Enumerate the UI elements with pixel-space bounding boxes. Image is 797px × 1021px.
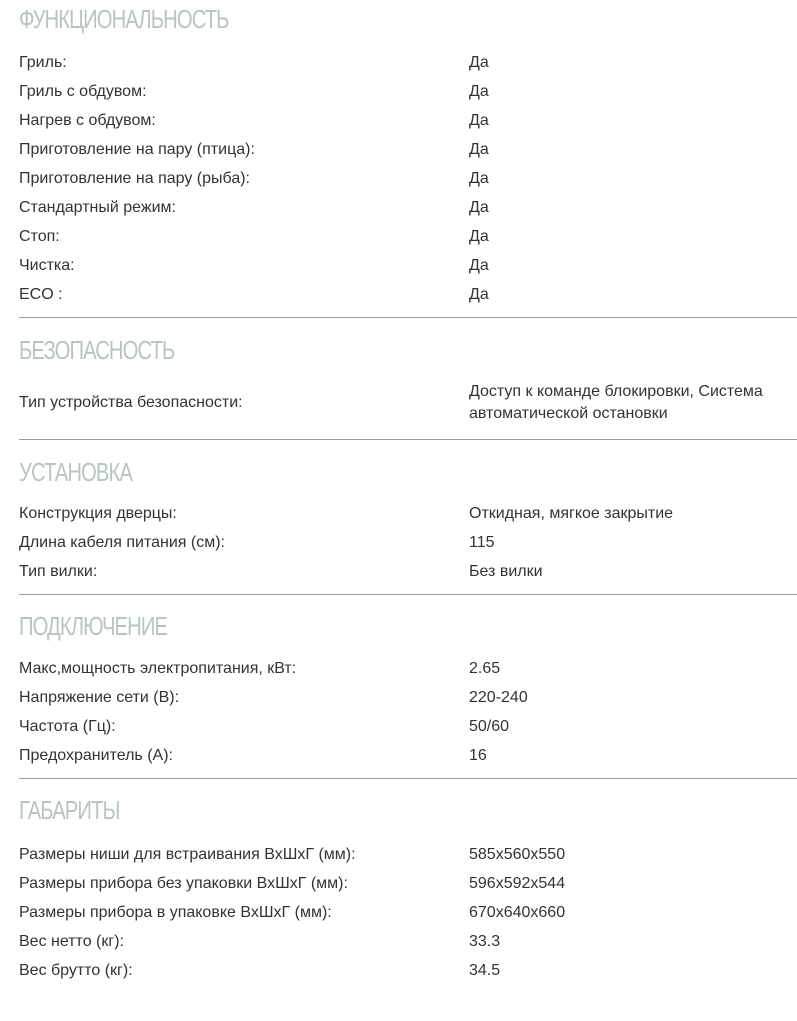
spec-value: 16 bbox=[469, 746, 487, 764]
spec-row bbox=[19, 135, 797, 164]
spec-label: ECO : bbox=[19, 285, 63, 303]
section-title-dimensions: ГАБАРИТЫ bbox=[19, 795, 120, 825]
spec-value: Да bbox=[469, 169, 489, 187]
spec-table-installation bbox=[19, 499, 797, 586]
spec-label: Гриль с обдувом: bbox=[19, 82, 147, 100]
spec-value: 585x560x550 bbox=[469, 845, 566, 863]
spec-sheet bbox=[19, 0, 797, 985]
spec-label: Напряжение сети (В): bbox=[19, 688, 180, 706]
spec-label: Размеры ниши для встраивания ВхШхГ (мм): bbox=[19, 845, 356, 863]
spec-value: Да bbox=[469, 111, 489, 129]
spec-row bbox=[19, 654, 797, 683]
spec-label: Длина кабеля питания (см): bbox=[19, 533, 225, 551]
spec-row bbox=[19, 956, 797, 985]
section-title-functionality: ФУНКЦИОНАЛЬНОСТЬ bbox=[19, 4, 229, 34]
spec-label: Стоп: bbox=[19, 227, 60, 245]
spec-label: Конструкция дверцы: bbox=[19, 504, 177, 522]
spec-label: Приготовление на пару (рыба): bbox=[19, 169, 250, 187]
spec-value: 115 bbox=[469, 533, 495, 551]
spec-label: Тип устройства безопасности: bbox=[19, 394, 243, 411]
section-connection bbox=[19, 595, 797, 779]
spec-label: Вес брутто (кг): bbox=[19, 961, 133, 979]
spec-value: Откидная, мягкое закрытие bbox=[469, 504, 674, 522]
spec-value: Да bbox=[469, 198, 489, 216]
spec-row bbox=[19, 77, 797, 106]
spec-label: Приготовление на пару (птица): bbox=[19, 140, 255, 158]
spec-value: 596x592x544 bbox=[469, 874, 566, 892]
spec-row bbox=[19, 48, 797, 77]
spec-row bbox=[19, 927, 797, 956]
spec-label: Размеры прибора без упаковки ВхШхГ (мм): bbox=[19, 874, 348, 892]
spec-row bbox=[19, 898, 797, 927]
spec-label: Стандартный режим: bbox=[19, 198, 176, 216]
spec-value: Да bbox=[469, 227, 489, 245]
spec-value: 670x640x660 bbox=[469, 903, 566, 921]
spec-row bbox=[19, 106, 797, 135]
section-installation bbox=[19, 440, 797, 595]
spec-value: 33.3 bbox=[469, 932, 501, 950]
section-safety bbox=[19, 318, 797, 440]
spec-table-dimensions bbox=[19, 840, 797, 985]
spec-value: Да bbox=[469, 53, 489, 71]
spec-table-safety bbox=[19, 377, 797, 429]
spec-value: Доступ к команде блокировки, Система автоматической остановки bbox=[469, 383, 763, 422]
spec-row bbox=[19, 499, 797, 528]
spec-row bbox=[19, 377, 797, 429]
spec-label: Чистка: bbox=[19, 256, 75, 274]
spec-row bbox=[19, 741, 797, 770]
spec-value: Да bbox=[469, 256, 489, 274]
spec-label: Тип вилки: bbox=[19, 562, 98, 580]
spec-row bbox=[19, 222, 797, 251]
spec-label: Размеры прибора в упаковке ВхШхГ (мм): bbox=[19, 903, 332, 921]
section-dimensions bbox=[19, 779, 797, 985]
section-title-installation: УСТАНОВКА bbox=[19, 457, 132, 487]
spec-value: 34.5 bbox=[469, 961, 501, 979]
spec-row bbox=[19, 712, 797, 741]
spec-row bbox=[19, 193, 797, 222]
spec-row bbox=[19, 840, 797, 869]
spec-table-connection bbox=[19, 654, 797, 770]
section-title-connection: ПОДКЛЮЧЕНИЕ bbox=[19, 611, 168, 641]
spec-value: 50/60 bbox=[469, 717, 510, 735]
section-title-safety: БЕЗОПАСНОСТЬ bbox=[19, 335, 175, 365]
spec-value: Да bbox=[469, 140, 489, 158]
spec-label: Гриль: bbox=[19, 53, 67, 71]
spec-row bbox=[19, 280, 797, 309]
spec-value: Без вилки bbox=[469, 562, 543, 580]
spec-row bbox=[19, 528, 797, 557]
spec-row bbox=[19, 164, 797, 193]
spec-value: 220-240 bbox=[469, 688, 528, 706]
spec-table-functionality bbox=[19, 48, 797, 309]
spec-label: Нагрев с обдувом: bbox=[19, 111, 156, 129]
spec-value: Да bbox=[469, 82, 489, 100]
spec-label: Частота (Гц): bbox=[19, 717, 116, 735]
spec-row bbox=[19, 251, 797, 280]
spec-label: Предохранитель (А): bbox=[19, 746, 173, 764]
spec-row bbox=[19, 869, 797, 898]
spec-value: Да bbox=[469, 285, 489, 303]
spec-value: 2.65 bbox=[469, 659, 501, 677]
spec-label: Макс,мощность электропитания, кВт: bbox=[19, 659, 297, 677]
spec-row bbox=[19, 683, 797, 712]
spec-row bbox=[19, 557, 797, 586]
section-functionality bbox=[19, 0, 797, 318]
spec-label: Вес нетто (кг): bbox=[19, 932, 124, 950]
